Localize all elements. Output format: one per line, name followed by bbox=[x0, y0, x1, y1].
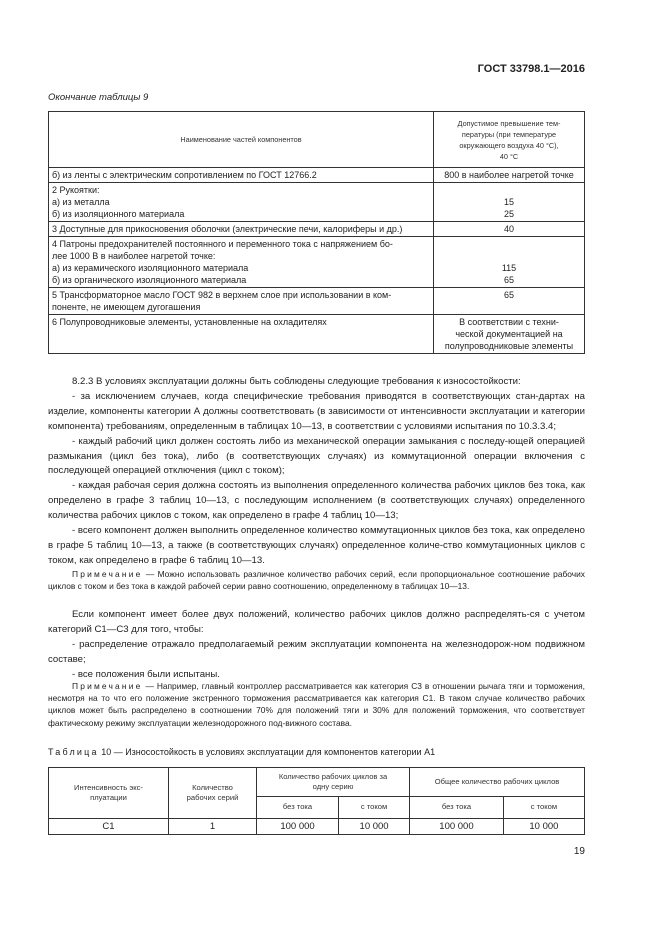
table9-cell-name: 6 Полупроводниковые элементы, установленные на охладителях bbox=[49, 315, 434, 354]
paragraph: - распределение отражало предполагаемый режим эксплуатации компонента на железнодорож-ном подвижном составе; bbox=[48, 638, 585, 665]
note-label: Примечание bbox=[72, 569, 143, 579]
paragraph: Если компонент имеет более двух положений, количество рабочих циклов должно распределять-ся с учетом категорий С1—С3 для того, чтобы: bbox=[48, 609, 585, 635]
table9-cell-value: 15 25 bbox=[434, 183, 585, 222]
table-row bbox=[49, 315, 585, 354]
table9-cell-name: 4 Патроны предохранителей постоянного и переменного тока с напряжением бо- лее 1000 В в наиболее нагретой точке: а) из керамического изоляционного материала б) из органического изоляционного материала bbox=[49, 237, 434, 288]
table10-cell-cycles-current: 10 000 bbox=[339, 819, 410, 835]
table9-cell-value: В соответствии с техни- ческой документацией на полупроводниковые элементы bbox=[434, 315, 585, 354]
paragraph: - за исключением случаев, когда специфические требования приводятся в соответствующих стан-дартах на изделие, компоненты категории А должны соответствовать (в зависимости от интенсивности эксплуатации и категории компонента) требованиям, определенным в таблицах 10—13, в соответствии с условиями испытания по 10.3.3.4; bbox=[48, 390, 585, 432]
table10-caption-text: 10 — Износостойкость в условиях эксплуатации для компонентов категории А1 bbox=[98, 747, 436, 757]
table-header-row bbox=[49, 112, 585, 168]
table10-caption bbox=[48, 747, 435, 757]
table9-cell-name: 3 Доступные для прикосновения оболочки (электрические печи, калориферы и др.) bbox=[49, 222, 434, 237]
table10-header-total-current: с током bbox=[503, 796, 584, 818]
requirements-text bbox=[48, 375, 585, 569]
paragraph: - все положения были испытаны. bbox=[72, 668, 220, 680]
note-2 bbox=[48, 680, 585, 729]
paragraph: 8.2.3 В условиях эксплуатации должны быть соблюдены следующие требования к износостойкости: bbox=[72, 376, 521, 387]
note-1 bbox=[48, 568, 585, 592]
table9-cell-name: 2 Рукоятки: а) из металла б) из изоляционного материала bbox=[49, 183, 434, 222]
standard-number: ГОСТ 33798.1—2016 bbox=[477, 63, 585, 75]
table-row bbox=[49, 237, 585, 288]
paragraph: - каждая рабочая серия должна состоять из выполнения определенного количества рабочих циклов без тока, как определено в графе 3 таблиц 10—13, с последующим исполнением (в соответствующих случаях) определенного количества рабочих циклов с током, как определено в графе 4 таблиц 10—13; bbox=[48, 480, 585, 522]
table10-header-series: Количество рабочих серий bbox=[169, 768, 257, 819]
table9-col1-header: Наименование частей компонентов bbox=[49, 112, 434, 168]
paragraph: - каждый рабочий цикл должен состоять либо из механической операции замыкания с последу-ющей операцией размыкания (цикл без тока), либо (в соответствующих случаях) из коммутационной операции включения с последующей операцией отключения (цикл с током); bbox=[48, 435, 585, 477]
table9-col2-header: Допустимое превышение тем- пературы (при температуре окружающего воздуха 40 °С), 40 °С bbox=[434, 112, 585, 168]
table9-caption: Окончание таблицы 9 bbox=[48, 92, 149, 103]
table-row bbox=[49, 819, 585, 835]
paragraph: - всего компонент должен выполнить определенное количество коммутационных циклов без тока, как определено в графе 5 таблиц 10—13, а также (в соответствующих случаях) определенное количе-ство коммутационных циклов с током, как определено в графе 6 таблиц 10—13. bbox=[48, 525, 585, 566]
table10-cell-total-current: 10 000 bbox=[503, 819, 584, 835]
table10-header-cycles: Количество рабочих циклов за одну серию bbox=[257, 768, 410, 797]
table10-cell-cycles-no-current: 100 000 bbox=[257, 819, 339, 835]
table9-cell-value: 115 65 bbox=[434, 237, 585, 288]
table-header-row bbox=[49, 768, 585, 797]
table9-cell-value: 40 bbox=[434, 222, 585, 237]
table-row bbox=[49, 288, 585, 315]
table10-cell-intensity: С1 bbox=[49, 819, 169, 835]
table-row bbox=[49, 222, 585, 237]
distribution-text bbox=[48, 608, 585, 683]
table10-cell-series: 1 bbox=[169, 819, 257, 835]
table10-header-total-no-current: без тока bbox=[410, 796, 504, 818]
note-text: — Например, главный контроллер рассматривается как категория С3 в отношении рычага тяги и торможения, несмотря на то что его положение экстренного торможения рассматривается как категория С1. В таком случае количество рабочих циклов может быть распределено в соотношении 70% для положений тяги и 30% для положений торможения, что соответствует фактическому режиму эксплуатации железнодорожного под-вижного состава. bbox=[48, 681, 585, 728]
table-row bbox=[49, 168, 585, 183]
note-text: — Можно использовать различное количество рабочих серий, если пропорциональное соотношение рабочих циклов с током и без тока в каждой рабочей серии равно соотношению, определенному в таблицах 10—13. bbox=[48, 569, 585, 592]
table9-cell-name: б) из ленты с электрическим сопротивлением по ГОСТ 12766.2 bbox=[49, 168, 434, 183]
table-row bbox=[49, 183, 585, 222]
table10-header-total: Общее количество рабочих циклов bbox=[410, 768, 585, 797]
table10-header-current: с током bbox=[339, 796, 410, 818]
table10-cell-total-no-current: 100 000 bbox=[410, 819, 504, 835]
page-number: 19 bbox=[573, 846, 585, 857]
table10-header-intensity: Интенсивность экс- плуатации bbox=[49, 768, 169, 819]
note-label: Примечание bbox=[72, 681, 143, 691]
table9-cell-name: 5 Трансформаторное масло ГОСТ 982 в верхнем слое при использовании в ком- поненте, не имеющем дугогашения bbox=[49, 288, 434, 315]
table9-cell-value: 65 bbox=[434, 288, 585, 315]
table10-header-no-current: без тока bbox=[257, 796, 339, 818]
table10-caption-label: Таблица bbox=[48, 747, 99, 757]
table9-cell-value: 800 в наиболее нагретой точке bbox=[434, 168, 585, 183]
table-10 bbox=[48, 767, 585, 835]
table-9 bbox=[48, 111, 585, 354]
